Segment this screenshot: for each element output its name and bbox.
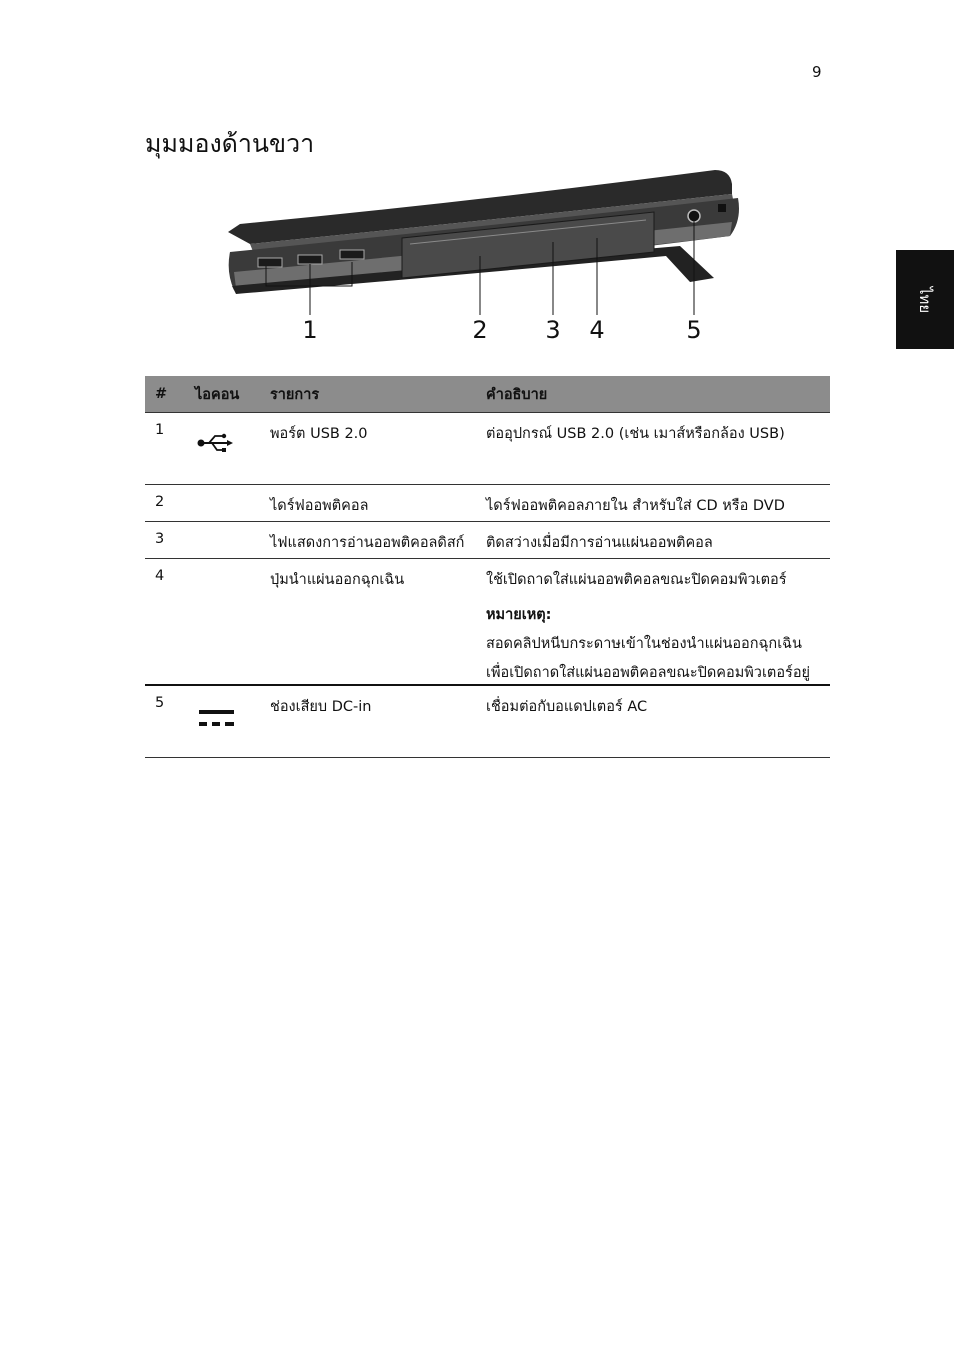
row-number: 3 [145,522,185,559]
language-tab [896,250,954,349]
table-row [145,413,830,485]
row-number: 5 [145,685,185,758]
row-icon-cell [185,559,260,686]
callout-3: 3 [545,316,561,344]
table-header-row [145,376,830,413]
row-description-cell [476,559,830,686]
callout-5: 5 [686,316,702,344]
components-table [145,376,830,758]
note-line: เพื่อเปิดถาดใส่แผ่นออพติคอลขณะปิดคอมพิวเตอร์อยู่ [486,665,811,681]
row-description: ติดสว่างเมื่อมีการอ่านแผ่นออพติคอล [476,522,830,559]
row-item: พอร์ต USB 2.0 [260,413,476,485]
row-item: ไฟแสดงการอ่านออพติคอลดิสก์ [260,522,476,559]
laptop-right-side-illustration [210,160,750,350]
row-item: ปุ่มนำแผ่นออกฉุกเฉิน [260,559,476,686]
row-number: 2 [145,485,185,522]
page-title: มุมมองด้านขวา [145,129,315,158]
row-description: ใช้เปิดถาดใส่แผ่นออพติคอลขณะปิดคอมพิวเตอร์ [486,572,787,588]
table-row [145,685,830,758]
row-icon-cell [185,485,260,522]
language-tab-label: ไทย [915,286,934,313]
row-number: 1 [145,413,185,485]
table-row [145,522,830,559]
table-row [145,559,830,686]
header-item: รายการ [260,376,476,413]
note-line: สอดคลิปหนีบกระดาษเข้าในช่องนำแผ่นออกฉุกเฉิน [486,636,802,652]
row-icon-cell [185,685,260,758]
callout-2: 2 [472,316,488,344]
row-item: ช่องเสียบ DC-in [260,685,476,758]
callout-4: 4 [589,316,605,344]
usb-icon [197,433,233,453]
row-item: ไดร์ฟออพติคอล [260,485,476,522]
table-row [145,485,830,522]
header-number: # [145,376,185,413]
row-icon-cell [185,413,260,485]
note-title: หมายเหตุ: [486,607,552,623]
row-icon-cell [185,522,260,559]
callout-1: 1 [302,316,318,344]
header-description: คำอธิบาย [476,376,830,413]
row-description: เชื่อมต่อกับอแดปเตอร์ AC [476,685,830,758]
dc-in-icon [197,708,235,730]
row-number: 4 [145,559,185,686]
row-description: ต่ออุปกรณ์ USB 2.0 (เช่น เมาส์หรือกล้อง USB) [476,413,830,485]
header-icon: ไอคอน [185,376,260,413]
row-description: ไดร์ฟออพติคอลภายใน สำหรับใส่ CD หรือ DVD [476,485,830,522]
laptop-right-side-figure [210,160,750,350]
page-number: 9 [812,63,822,81]
